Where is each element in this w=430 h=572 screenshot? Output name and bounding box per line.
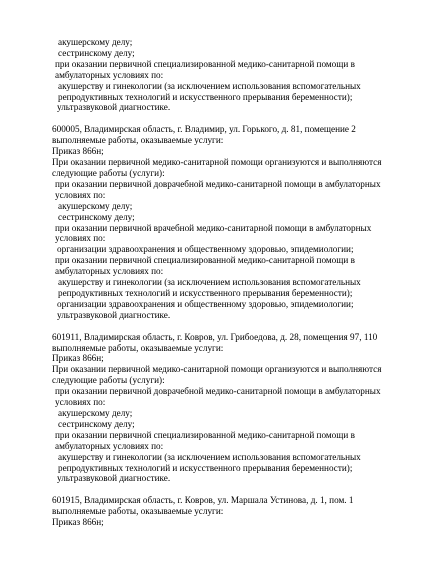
works-label: выполняемые работы, оказываемые услуги: (52, 342, 224, 353)
service-item: организации здравоохранения и общественному здоровью, эпидемиологии; (57, 244, 354, 255)
service-item: ультразвуковой диагностике. (57, 473, 171, 484)
section-continuation (52, 37, 408, 113)
service-item: ультразвуковой диагностике. (57, 102, 171, 113)
address-section (52, 124, 408, 320)
service-item: организации здравоохранения и общественному здоровью, эпидемиологии; (57, 298, 354, 309)
address-line: 601911, Владимирская область, г. Ковров, ул. Грибоедова, д. 28, помещения 97, 110 (52, 331, 378, 342)
works-label: выполняемые работы, оказываемые услуги: (52, 135, 224, 146)
care-type-heading: при оказании первичной специализированной медико-санитарной помощи в амбулаторных условиях по: (55, 58, 355, 80)
address-line: 601915, Владимирская область, г. Ковров, ул. Маршала Устинова, д. 1, пом. 1 (52, 495, 354, 506)
service-item: сестринскому делу; (58, 211, 135, 222)
service-item: акушерству и гинекологии (за исключением использования вспомогательных репродуктивных технологий и искусственного прерывания беременности); (58, 451, 361, 473)
service-item: акушерскому делу; (58, 200, 133, 211)
service-item: сестринскому делу; (58, 418, 135, 429)
care-type-heading: при оказании первичной доврачебной медико-санитарной помощи в амбулаторных условиях по: (55, 178, 381, 200)
service-item: ультразвуковой диагностике. (57, 309, 171, 320)
service-item: акушерскому делу; (58, 37, 133, 47)
address-section (52, 495, 408, 528)
works-label: выполняемые работы, оказываемые услуги: (52, 506, 224, 517)
service-item: акушерству и гинекологии (за исключением использования вспомогательных репродуктивных технологий и искусственного прерывания беременности); (58, 277, 361, 298)
order-ref: Приказ 866н; (52, 517, 104, 528)
care-type-heading: при оказании первичной врачебной медико-санитарной помощи в амбулаторных условиях по: (55, 222, 372, 244)
order-ref: Приказ 866н; (52, 353, 104, 364)
service-item: сестринскому делу; (58, 47, 135, 58)
order-ref: Приказ 866н; (52, 146, 104, 157)
service-item: акушерскому делу; (58, 408, 133, 418)
care-type-heading: при оказании первичной доврачебной медико-санитарной помощи в амбулаторных условиях по: (55, 386, 381, 408)
works-intro: При оказании первичной медико-санитарной помощи организуются и выполняются следующие работы (услуги): (52, 157, 382, 178)
section-gap (52, 484, 408, 495)
care-type-heading: при оказании первичной специализированной медико-санитарной помощи в амбулаторных условиях по: (55, 255, 355, 277)
address-line: 600005, Владимирская область, г. Владимир, ул. Горького, д. 81, помещение 2 (52, 124, 356, 135)
address-section (52, 332, 408, 485)
section-gap (52, 321, 408, 332)
works-intro: При оказании первичной медико-санитарной помощи организуются и выполняются следующие работы (услуги): (52, 364, 382, 386)
service-item: акушерству и гинекологии (за исключением использования вспомогательных репродуктивных технологий и искусственного прерывания беременности); (58, 80, 361, 102)
document-page (52, 37, 408, 528)
care-type-heading: при оказании первичной специализированной медико-санитарной помощи в амбулаторных условиях по: (55, 429, 355, 451)
section-gap (52, 113, 408, 124)
